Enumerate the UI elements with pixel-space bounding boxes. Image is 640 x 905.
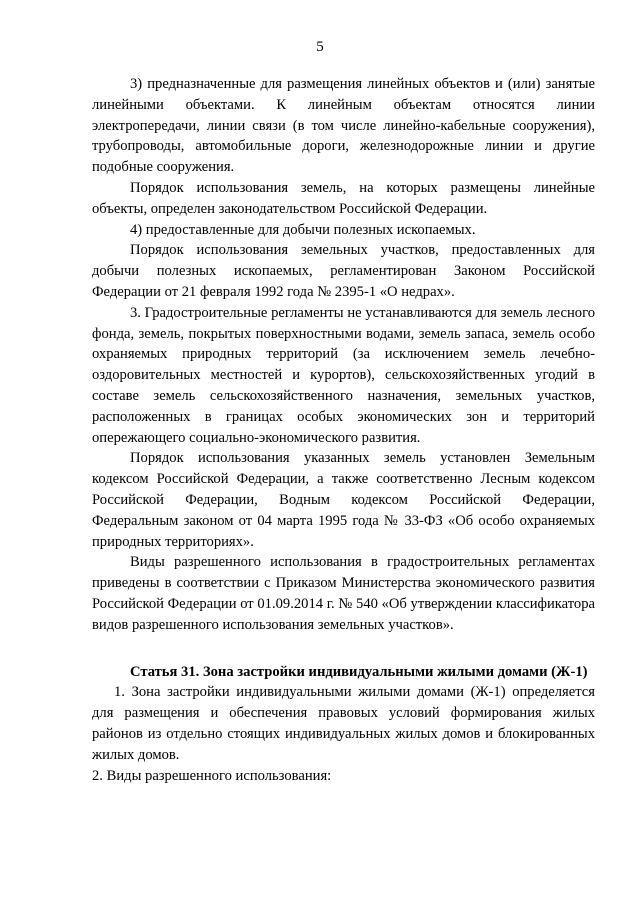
paragraph-regulations-exempt: 3. Градостроительные регламенты не устанавливаются для земель лесного фонда, земель, покрытых поверхностными водами, земель запаса, земель особо охраняемых природных территорий (за исключением земель лечебно-оздоровительных местностей и курортов), сельскохозяйственных угодий в составе земель сельскохозяйственного назначения, земельных участков, расположенных в границах особых экономических зон и территорий опережающего социально-экономического развития. — [92, 304, 595, 446]
paragraph-mining: 4) предоставленные для добычи полезных ископаемых. — [130, 221, 476, 238]
paragraph-mining-usage: Порядок использования земельных участков, предоставленных для добычи полезных ископаемых, регламентирован Законом Российской Федерации от 21 февраля 1992 года № 2395-1 «О недрах». — [92, 242, 595, 300]
article-31-heading: Статья 31. Зона застройки индивидуальными жилыми домами (Ж-1) — [130, 663, 588, 680]
document-body — [92, 74, 595, 786]
page-number: 5 — [316, 39, 324, 55]
paragraph-zone-definition: 1. Зона застройки индивидуальными жилыми домами (Ж-1) определяется для размещения и обеспечения правовых условий формирования жилых районов из отдельно стоящих индивидуальных жилых домов и блокированных жилых домов. — [92, 684, 595, 763]
paragraph-linear-objects-usage: Порядок использования земель, на которых размещены линейные объекты, определен законодательством Российской Федерации. — [92, 179, 595, 217]
paragraph-usage-codes: Порядок использования указанных земель установлен Земельным кодексом Российской Федерации, а также соответственно Лесным кодексом Российской Федерации, Водным кодексом Российской Федерации, Федеральным законом от 04 марта 1995 года № 33-ФЗ «Об особо охраняемых природных территориях». — [92, 450, 595, 550]
paragraph-permitted-use-types: Виды разрешенного использования в градостроительных регламентах приведены в соответствии с Приказом Министерства экономического развития Российской Федерации от 01.09.2014 г. № 540 «Об утверждении классификатора видов разрешенного использования земельных участков». — [92, 554, 595, 633]
paragraph-permitted-use-list-title: 2. Виды разрешенного использования: — [92, 767, 332, 784]
paragraph-linear-objects: 3) предназначенные для размещения линейных объектов и (или) занятые линейными объектами. К линейным объектам относятся линии электропередачи, линии связи (в том числе линейно-кабельные сооружения), трубопроводы, автомобильные дороги, железнодорожные линии и другие подобные сооружения. — [92, 76, 595, 176]
